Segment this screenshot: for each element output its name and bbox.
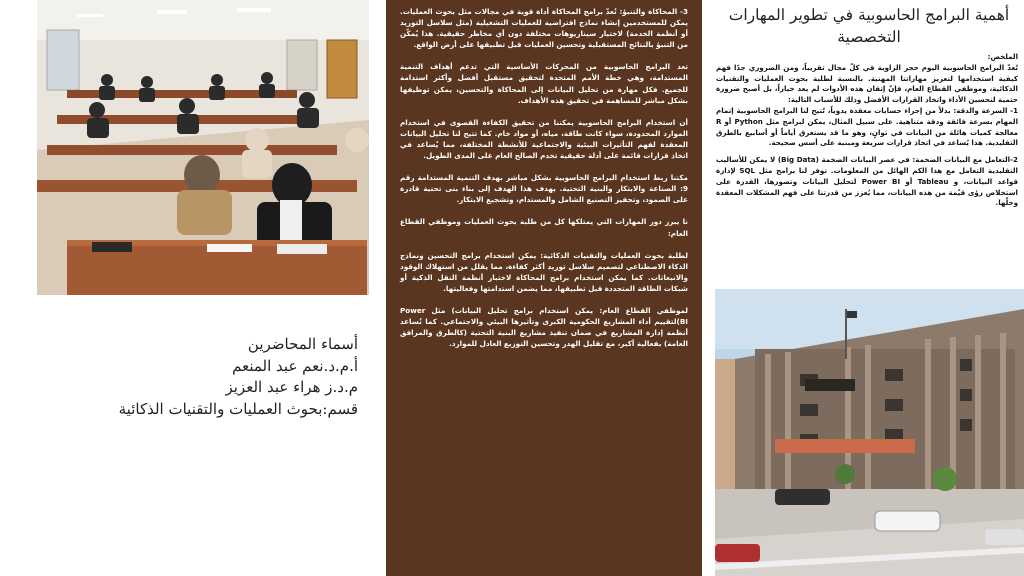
names-heading: أسماء المحاضرين	[247, 335, 358, 353]
brown-text-panel	[386, 0, 702, 576]
summary-point-2: 2-التعامل مع البيانات الضخمة: في عصر البيانات الضخمة (Big Data) لا يمكن للأساليب التقليدية التعامل مع هذا الكم الهائل من المعلومات. توفر لنا برامج مثل SQL لإدارة قواعد البيانات، و Tableau أو Power BI لتحليل البيانات وتصورها، القدرة على استخلاص رؤى قيّمة من هذه البيانات، مما يُعزز من قدرتنا على فهم المشكلات المعقدة وحلّها.	[716, 155, 1019, 208]
paragraph-public-sector: لموظفي القطاع العام: يمكن استخدام برامج تحليل البيانات) مثل Power (BIلتقييم أداء المشاريع الحكومية الكبرى وتأثيرها البيئي والاجتماعي. كما تُساعد أنظمة إدارة المشاريع في ضمان تنفيذ مشاريع البنية التحتية (كالطرق والمرافق العامة) بفعالية أكبر، مع تقليل الهدر وتحسين التوزيع العادل للموارد.	[400, 305, 688, 349]
paragraph-students: لطلبة بحوث العمليات والتقنيات الذكائية: يمكن استخدام برامج التحسين ونماذج الذكاء الاصطناعي لتصميم سلاسل توريد أكثر كفاءة، مما يقلل من استهلاك الوقود والانبعاثات. كما يمكن استخدام برامج المحاكاة لاختبار أنظمة النقل الذكية أو شبكات الطاقة المتجددة قبل تطبيقها، مما يضمن استدامتها وفعاليتها.	[400, 250, 688, 293]
paragraph-sdg9: مكننا ربط استخدام البرامج الحاسوبية بشكل مباشر بهدف التنمية المستدامة رقم 9: الصناعة والابتكار والبنية التحتية. يهدف هذا الهدف إلى بناء بنى تحتية قادرة على الصمود، وتحفيز التصنيع الشامل والمستدام، وتشجيع الابتكار.	[400, 173, 688, 205]
building-photo	[715, 289, 1024, 576]
paragraph-simulation: 3- المحاكاة والتنبؤ: تُعدّ برامج المحاكاة أداة قوية في مجالات مثل بحوث العمليات. يمكن للمستخدمين إنشاء نماذج افتراضية للعمليات التشغيلية (مثل سلاسل التوريد أو أنظمة الخدمة) لاختبار سيناريوهات مختلفة دون أي مخاطر حقيقية. هذا يُمكّن من التنبؤ بالنتائج المستقبلية وتحسين العمليات قبل تطبيقها على أرض الواقع.	[400, 7, 688, 50]
paragraph-roles: نا يبرز دور المهارات التي يمتلكها كل من طلبة بحوث العمليات وموظفي القطاع العام:	[400, 217, 688, 238]
lecturer-1: أ.م.د.نعم عبد المنعم	[232, 356, 358, 375]
summary-intro: تُعدّ البرامج الحاسوبية اليوم حجر الزاوية في كلّ مجال تقريباً، ومن الضروري جدًا فهم كيفية استخدامها لتعزيز مهاراتنا المهنية. بالنسبة لطلبة بحوث العمليات والتقنيات الذكائية، وموظفي القطاع العام، فإنّ إتقان هذه الأدوات لم يعد خياراً، بل أصبح ضرورة حتمية لتحسين الأداء واتخاذ القرارات الأفضل وذلك للأسباب التالية:	[716, 62, 1018, 105]
paragraph-efficiency: أن استخدام البرامج الحاسوبية يمكننا من تحقيق الكفاءة القصوى في استخدام الموارد المحدودة، سواء كانت طاقة، مياه، أو مواد خام. كما تتيح لنا تحليل البيانات المعقدة لفهم التأثيرات البيئية والاجتماعية للأنشطة المختلفة، مما يُساعد في اتخاذ قرارات قائمة على أدلة حقيقية تخدم الصالح العام على المدى الطويل.	[400, 117, 688, 161]
lecturers-names	[112, 334, 358, 420]
department: قسم:بحوث العمليات والتقنيات الذكائية	[118, 399, 358, 418]
summary-point-1: 1- السرعة والدقة: بدلاً من إجراء حسابات معقدة يدوياً، تُتيح لنا البرامج الحاسوبية إتمام المهام بسرعة فائقة ودقة متناهية. على سبيل المثال، يمكن لبرامج مثل Python أو R معالجة كميات هائلة من البيانات في ثوانٍ، وهو ما قد يستغرق أياماً أو أسابيع بالطرق التقليدية. هذا يُساعد في اتخاذ قرارات سريعة ومبنية على أسس صحيحة.	[716, 105, 1019, 148]
classroom-photo	[37, 0, 369, 295]
summary-section	[716, 52, 1018, 209]
paragraph-sdg-engines: تعد البرامج الحاسوبية من المحركات الأساسية التي تدعم أهداف التنمية المستدامة، وهي خطة الأمم المتحدة لتحقيق مستقبل أفضل وأكثر استدامة للجميع. فكل مهارة من تحليل البيانات إلى المحاكاة والتحسين، يمكن توظيفها بشكل مباشر للمساهمة في تحقيق هذه الأهداف.	[400, 62, 688, 105]
lecturer-2: م.د.ز هراء عبد العزيز	[225, 378, 358, 396]
summary-heading: الملخص:	[987, 52, 1018, 61]
page-title: أهمية البرامج الحاسوبية في تطوير المهارات التخصصية	[728, 6, 1010, 46]
